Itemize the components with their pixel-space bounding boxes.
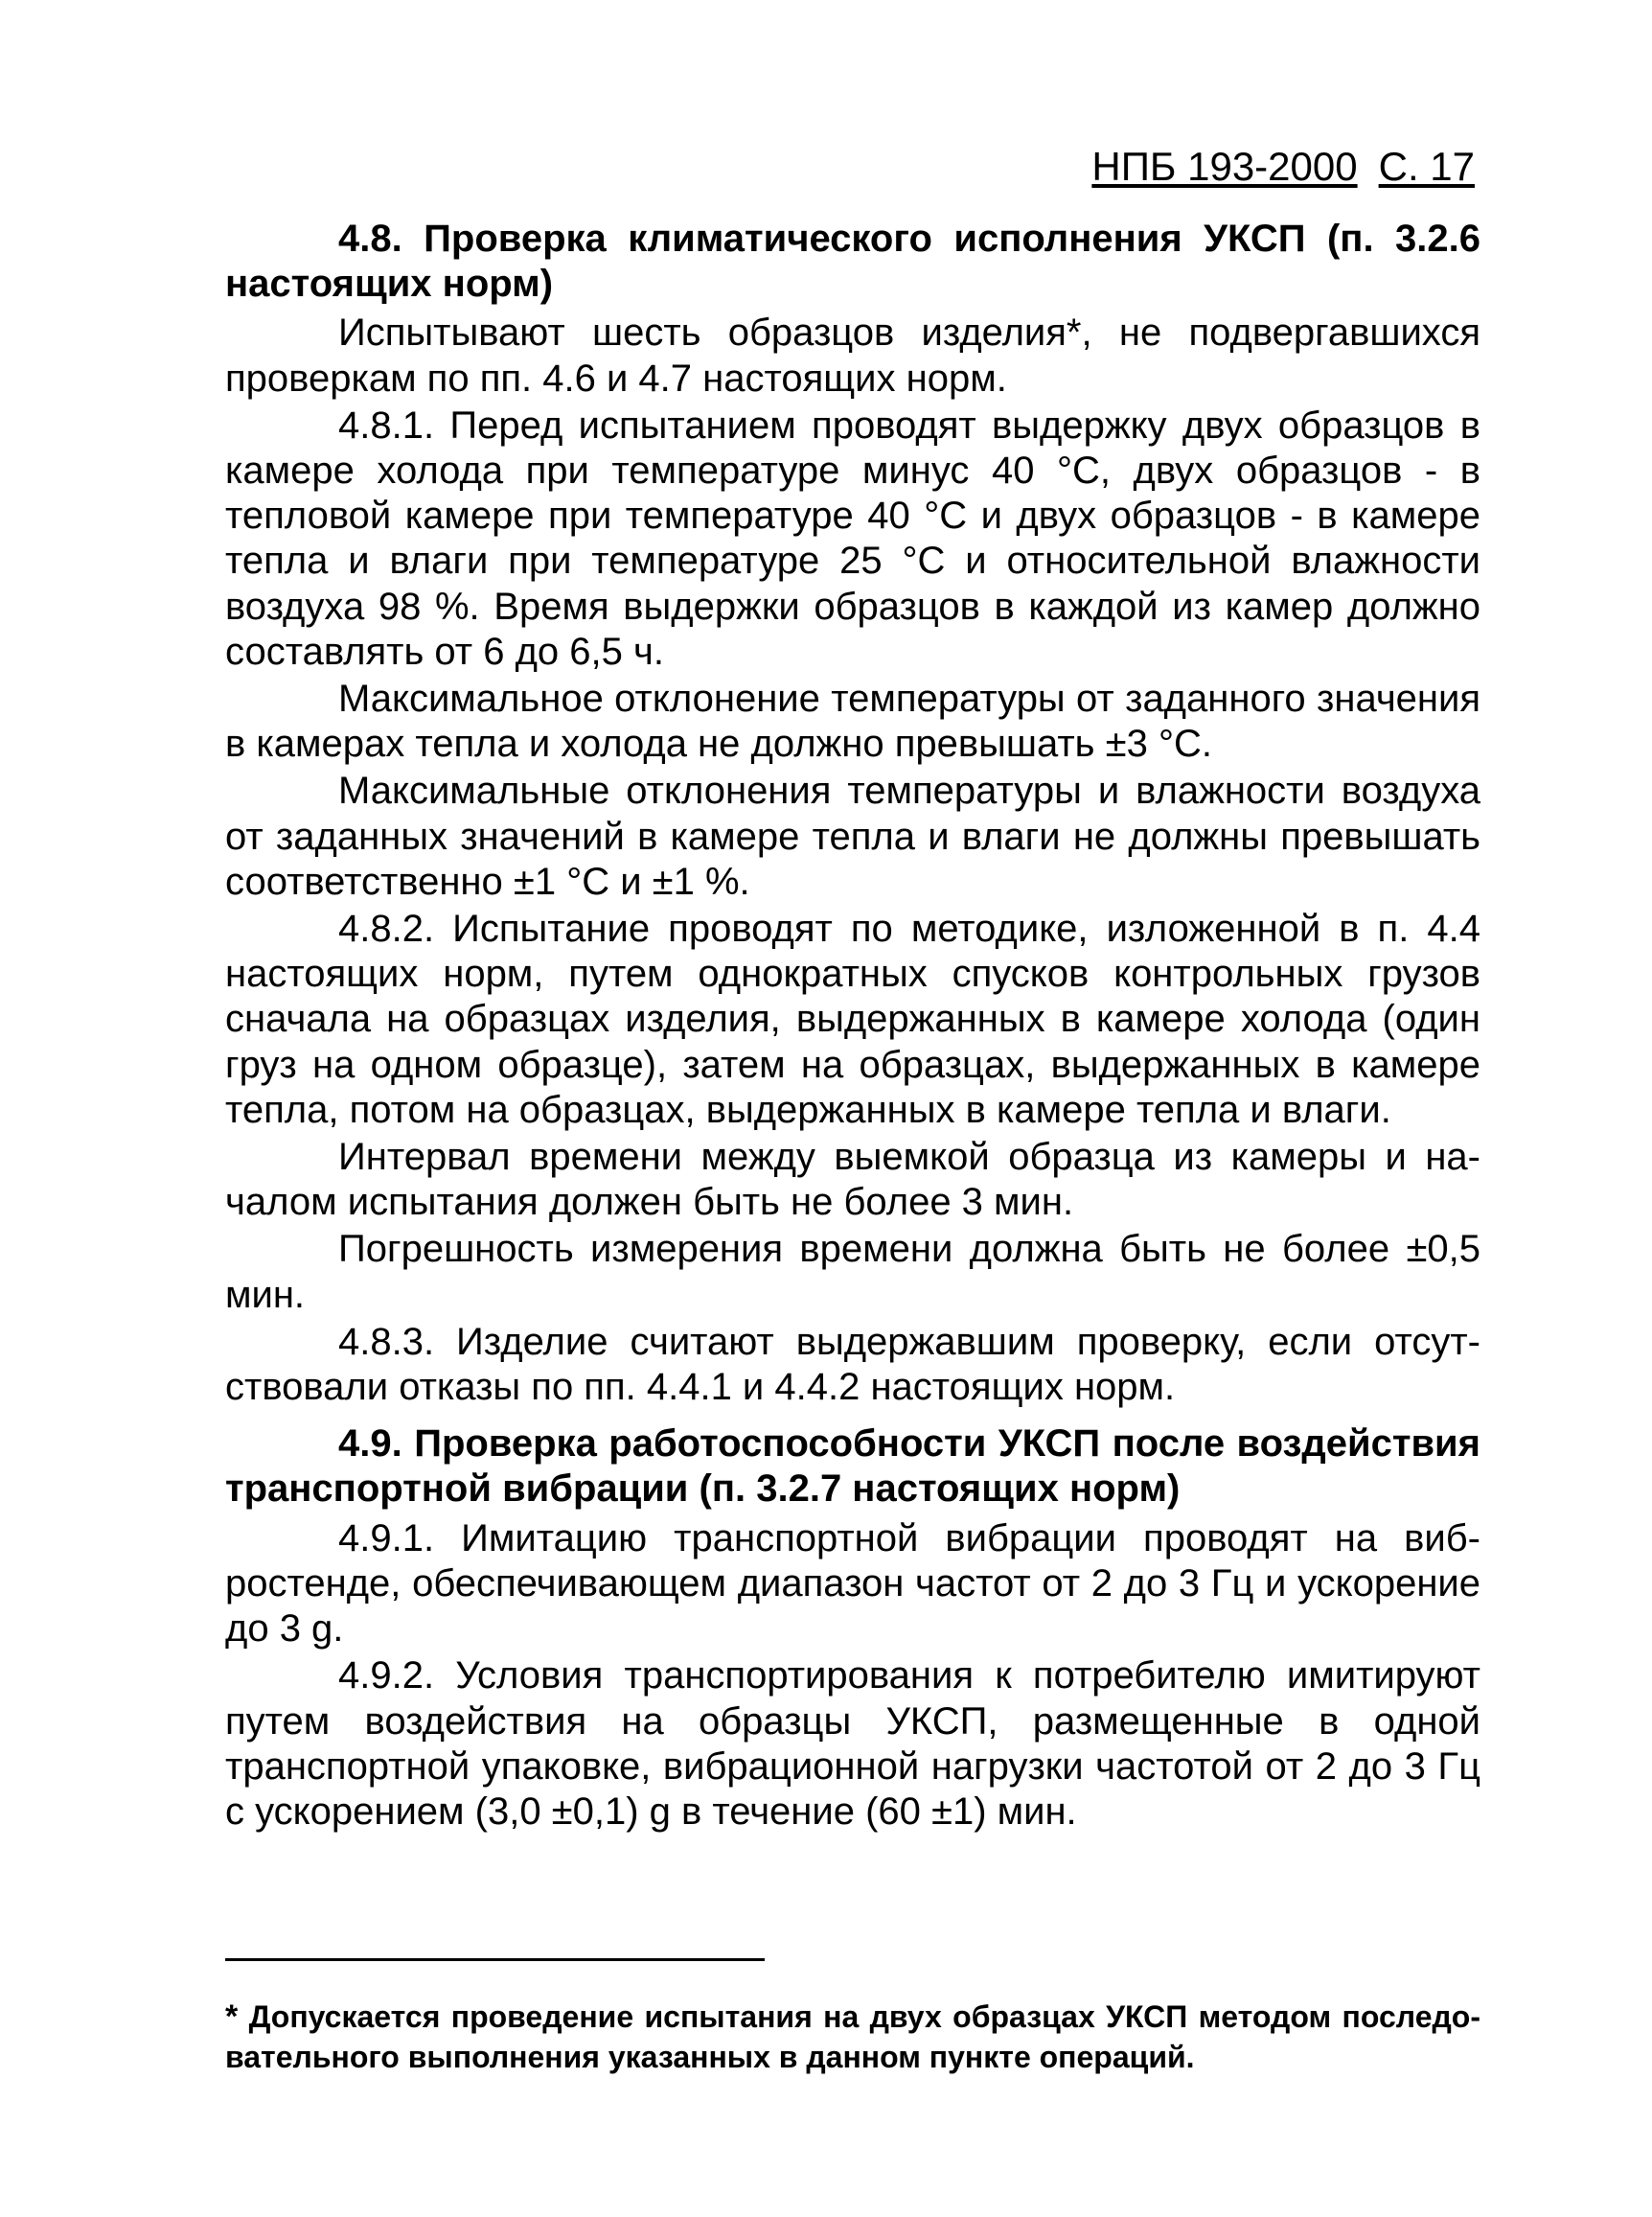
page-content <box>225 144 1480 1835</box>
footnote-separator <box>225 1958 765 1961</box>
footnote-text: Допускается проведение испытания на двух образцах УКСП методом последовательного выполнения указанных в данном пункте операций. <box>225 1999 1481 2074</box>
clause-4-9-1: 4.9.1. Имитацию транспортной вибрации проводят на вибростенде, обеспечивающем диапазон частот от 2 до 3 Гц и ускорение до 3 g. <box>225 1516 1480 1651</box>
clause-4-8-2: 4.8.2. Испытание проводят по методике, изложенной в п. 4.4 настоящих норм, путем однократных спусков контрольных грузов сначала на образцах изделия, выдержанных в камере холода (один груз на одном образце), затем на образцах, выдержанных в камере тепла, потом на образцах, выдержанных в камере тепла и влаги. <box>225 908 1480 1131</box>
clause-4-9-2: 4.9.2. Условия транспортирования к потребителю имитируют путем воздействия на образцы УКСП, размещенные в одной транспортной упаковке, вибрационной нагрузки частотой от 2 до 3 Гц с ускорением (3,0 ±0,1) g в течение (60 ±1) мин. <box>225 1654 1480 1833</box>
clause-4-8-1-tolerance-humidity: Максимальные отклонения температуры и влажности воздуха от заданных значений в камере тепла и влаги не должны превышать соответственно ±1 °С и ±1 %. <box>225 770 1480 903</box>
clause-4-8-3: 4.8.3. Изделие считают выдержавшим проверку, если отсутствовали отказы по пп. 4.4.1 и 4.4.2 настоящих норм. <box>225 1320 1480 1409</box>
page-number: С. 17 <box>1378 144 1475 189</box>
running-header <box>225 144 1480 199</box>
clause-4-8-2-time-error: Погрешность измерения времени должна быть не более ±0,5 мин. <box>225 1228 1480 1316</box>
document-id: НПБ 193-2000 <box>1091 144 1358 189</box>
section-4-9-title: 4.9. Проверка работоспособности УКСП после воздействия транспортной вибрации (п. 3.2.7 настоящих норм) <box>225 1422 1480 1511</box>
section-4-8-title: 4.8. Проверка климатического исполнения УКСП (п. 3.2.6 настоящих норм) <box>225 218 1480 306</box>
footnote <box>225 1997 1480 2077</box>
footnote-marker: * <box>225 1998 239 2035</box>
section-4-8-intro: Испытывают шесть образцов изделия*, не подвергавшихся проверкам по пп. 4.6 и 4.7 настоящих норм. <box>225 312 1480 400</box>
clause-4-8-1: 4.8.1. Перед испытанием проводят выдержку двух образцов в камере холода при температуре минус 40 °С, двух образцов - в тепловой камере при температуре 40 °С и двух образцов - в камере тепла и влаги при температуре 25 °С и относительной влажности воздуха 98 %. Время выдержки образцов в каждой из камер должно составлять от 6 до 6,5 ч. <box>225 404 1480 673</box>
clause-4-8-2-interval: Интервал времени между выемкой образца из камеры и началом испытания должен быть не более 3 мин. <box>225 1136 1480 1224</box>
clause-4-8-1-tolerance-temp: Максимальное отклонение температуры от заданного значения в камерах тепла и холода не должно превышать ±3 °С. <box>225 678 1480 766</box>
